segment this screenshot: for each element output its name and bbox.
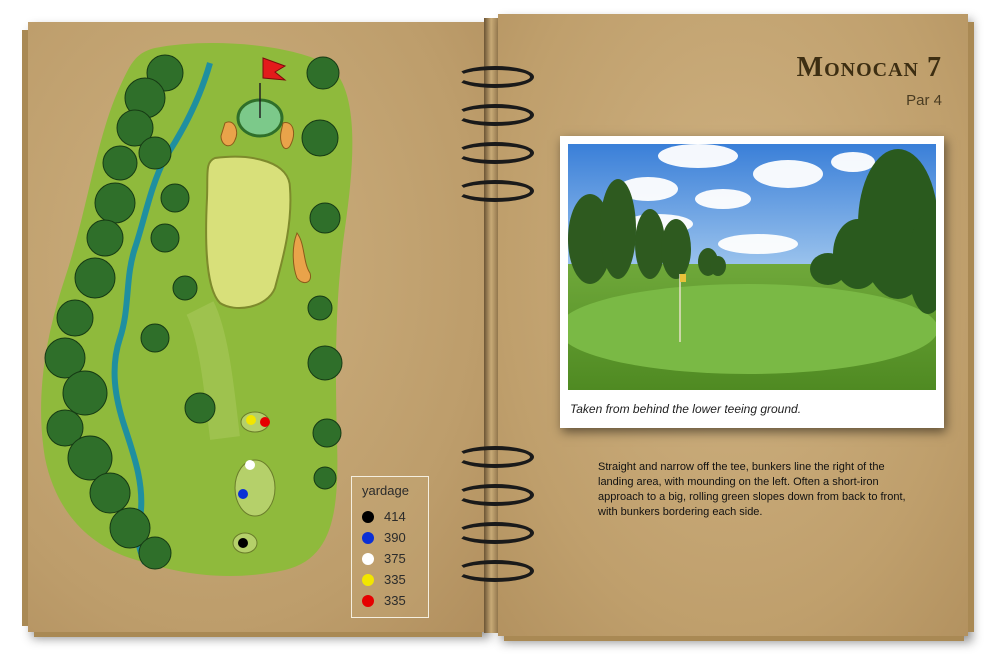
left-page-edge [22, 30, 28, 626]
spiral-ring [456, 142, 534, 164]
hole-description: Straight and narrow off the tee, bunkers line the right of the landing area, with mounding on the left. Often a short-iron approach to a big, rolling green slopes down from back to front, with bunkers bordering each side. [598, 461, 906, 518]
spiral-ring [456, 484, 534, 506]
right-page-bottom-edge [504, 636, 964, 641]
yardage-value: 335 [384, 593, 406, 608]
spiral-ring [456, 180, 534, 202]
tee-marker-yellow [246, 415, 256, 425]
right-page-edge [968, 22, 974, 632]
yardage-value: 414 [384, 509, 406, 524]
hole-photo [568, 144, 936, 390]
flag-photo-icon [680, 274, 686, 282]
yardage-value: 390 [384, 530, 406, 545]
spiral-ring [456, 560, 534, 582]
tee-box [235, 460, 275, 516]
left-page-bottom-edge [34, 632, 482, 637]
spiral-ring [456, 104, 534, 126]
tee-black-dot-icon [362, 511, 374, 523]
tee-blue-dot-icon [362, 532, 374, 544]
spiral-ring [456, 66, 534, 88]
hole-par: Par 4 [906, 92, 942, 109]
photo-caption: Taken from behind the lower teeing ground. [570, 402, 802, 416]
spiral-ring [456, 522, 534, 544]
yardage-value: 335 [384, 572, 406, 587]
spiral-ring [456, 446, 534, 468]
photo-card [560, 136, 944, 428]
yardage-legend-title: yardage [362, 483, 409, 498]
photo-green [568, 284, 936, 374]
tee-white-dot-icon [362, 553, 374, 565]
hole-layout-illustration [35, 38, 375, 578]
yardage-value: 375 [384, 551, 406, 566]
tee-marker-blue [238, 489, 248, 499]
tee-marker-white [245, 460, 255, 470]
tee-marker-black [238, 538, 248, 548]
yardage-legend [351, 476, 429, 618]
tee-red-dot-icon [362, 595, 374, 607]
tee-marker-red [260, 417, 270, 427]
hole-title: Monocan 7 [796, 52, 942, 83]
tee-yellow-dot-icon [362, 574, 374, 586]
